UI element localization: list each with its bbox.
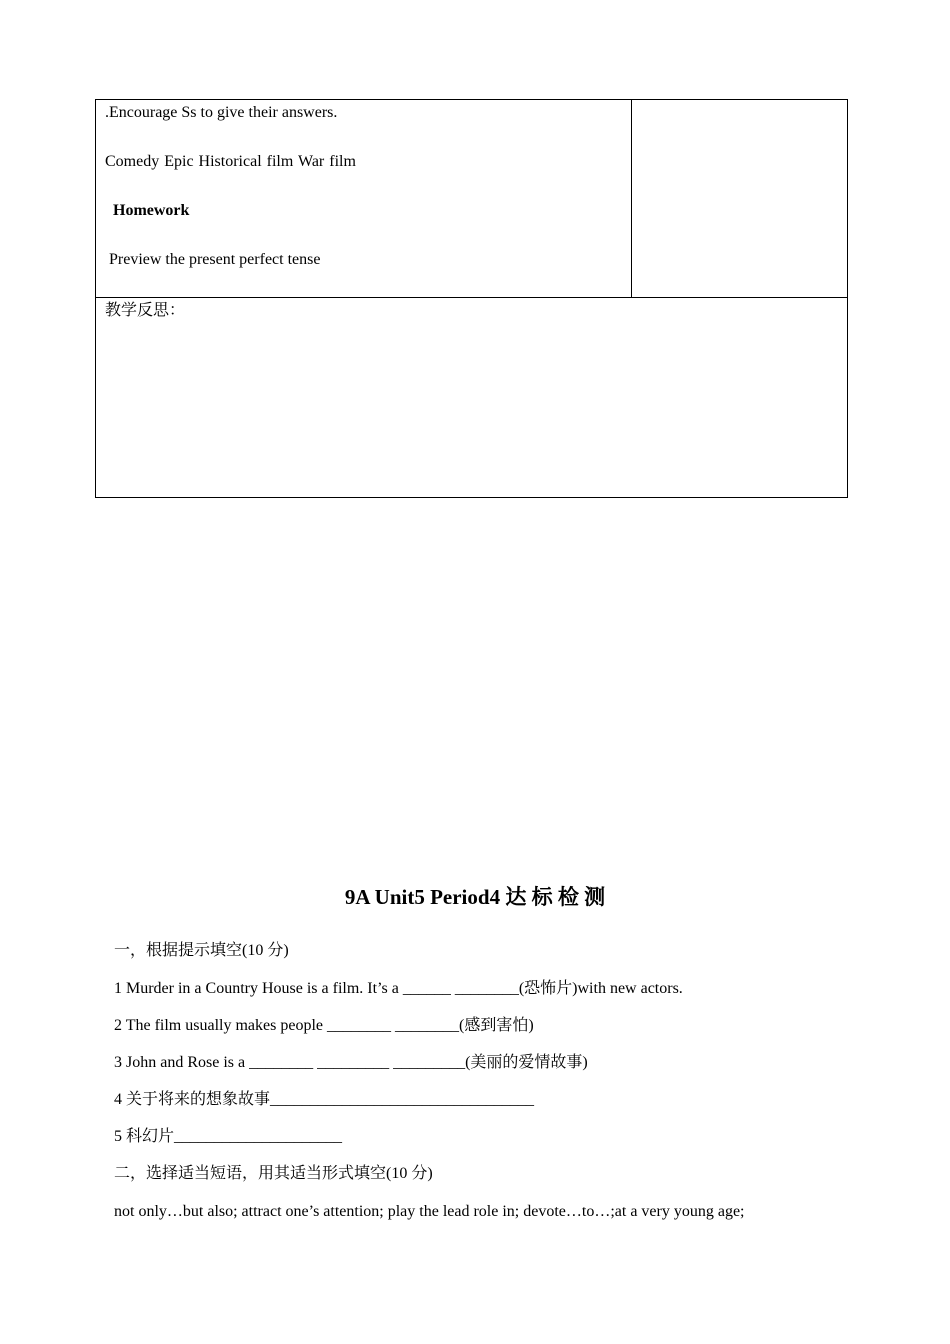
encourage-answers-text: .Encourage Ss to give their answers. <box>105 104 338 121</box>
homework-task-text: Preview the present perfect tense <box>109 251 321 268</box>
teaching-reflection-label: 教学反思： <box>105 302 186 319</box>
film-types-text: Comedy Epic Historical film War film <box>105 153 356 170</box>
phrase-bank: not only…but also; attract one’s attention; play the lead role in; devote…to…;at a very young age; <box>114 1203 745 1220</box>
section1-heading: 一，根据提示填空(10 分) <box>114 942 289 959</box>
quiz-item-5: 5 科幻片_____________________ <box>114 1128 343 1145</box>
homework-heading: Homework <box>113 202 190 219</box>
quiz-item-2: 2 The film usually makes people ________ ________(感到害怕) <box>114 1017 534 1034</box>
table-row-activities <box>96 100 847 298</box>
quiz-item-1: 1 Murder in a Country House is a film. It’s a ______ ________(恐怖片)with new actors. <box>114 980 683 997</box>
quiz-item-4: 4 关于将来的想象故事_________________________________ <box>114 1091 535 1108</box>
notes-cell <box>632 100 847 297</box>
activities-cell <box>96 100 632 297</box>
quiz-item-3: 3 John and Rose is a ________ _________ _________(美丽的爱情故事) <box>114 1054 588 1071</box>
table-row-reflection <box>96 298 847 497</box>
lesson-plan-table <box>95 99 848 498</box>
quiz-title: 9A Unit5 Period4 达 标 检 测 <box>344 885 606 909</box>
section2-heading: 二，选择适当短语，用其适当形式填空(10 分) <box>114 1165 433 1182</box>
